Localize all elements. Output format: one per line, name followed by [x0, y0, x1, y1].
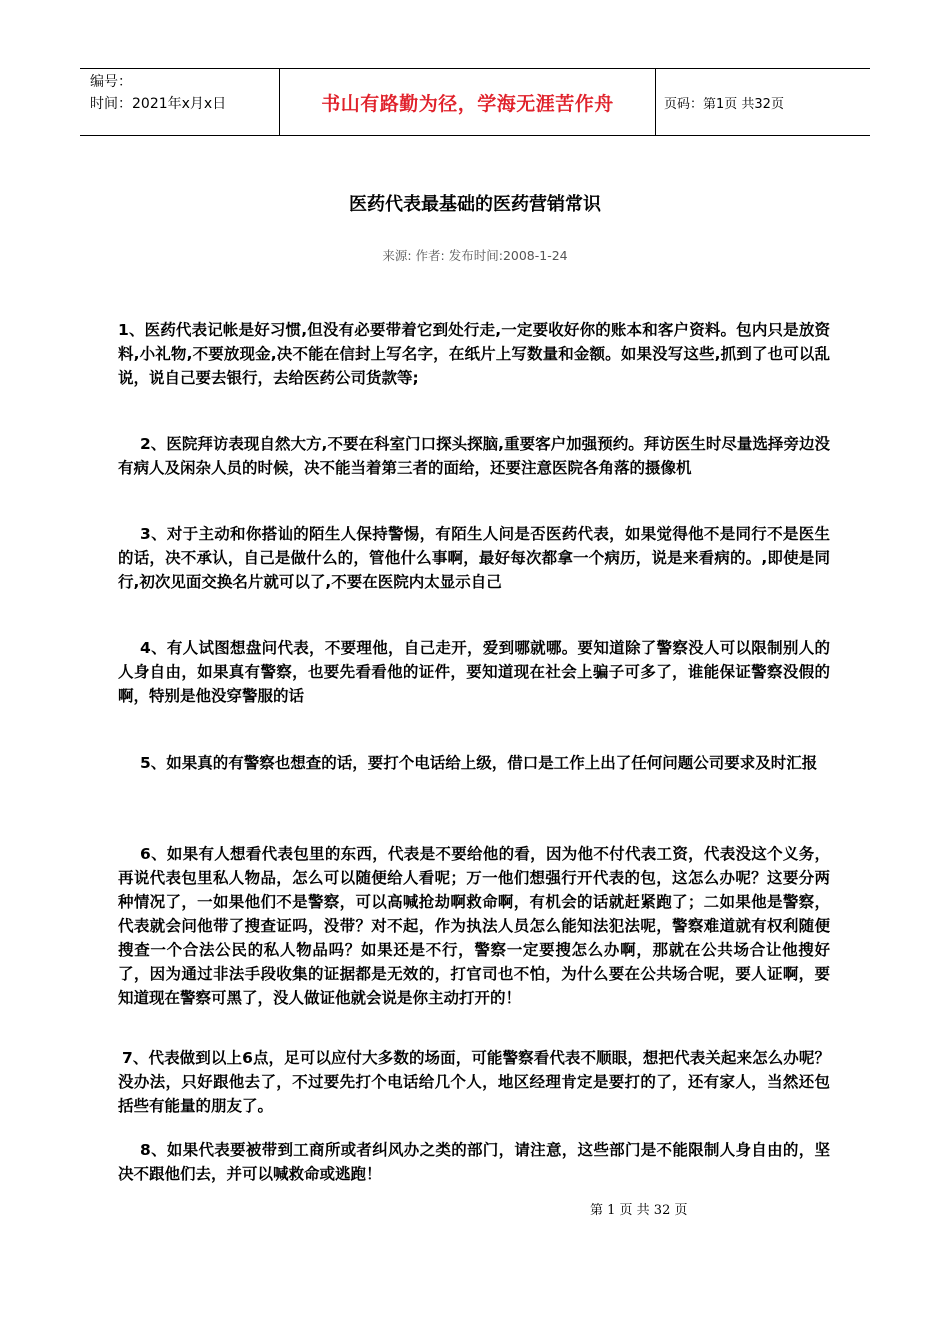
paragraph-6: 6、如果有人想看代表包里的东西，代表是不要给他的看，因为他不付代表工资，代表没这个义务，再说代表包里私人物品，怎么可以随便给人看呢；万一他们想强行开代表的包，这怎么办呢？这要分两种情况了，一如果他们不是警察，可以高喊抢劫啊救命啊，有机会的话就赶紧跑了；二如果他是警察，代表就会问他带了搜查证吗，没带？对不起，作为执法人员怎么能知法犯法呢，警察难道就有权利随便搜查一个合法公民的私人物品吗？如果还是不行，警察一定要搜怎么办啊，那就在公共场合让他搜好了，因为通过非法手段收集的证据都是无效的，打官司也不怕，为什么要在公共场合呢，要人证啊，要知道现在警察可黑了，没人做证他就会说是你主动打开的！	[118, 845, 830, 1007]
paragraph-1: 1、医药代表记帐是好习惯,但没有必要带着它到处行走,一定要收好你的账本和客户资料。包内只是放资料,小礼物,不要放现金,决不能在信封上写名字，在纸片上写数量和金额。如果没写这些,抓到了也可以乱说，说自己要去银行，去给医药公司货款等;	[118, 321, 830, 387]
header-motto: 书山有路勤为径，学海无涯苦作舟	[280, 69, 656, 135]
document-number-label: 编号：	[90, 74, 132, 90]
paragraph-2: 2、医院拜访表现自然大方,不要在科室门口探头探脑,重要客户加强预约。拜访医生时尽量选择旁边没有病人及闲杂人员的时候，决不能当着第三者的面给，还要注意医院各角落的摄像机	[118, 435, 830, 477]
paragraph-7: 7、代表做到以上6点，足可以应付大多数的场面，可能警察看代表不顺眼，想把代表关起来怎么办呢？没办法，只好跟他去了，不过要先打个电话给几个人，地区经理肯定是要打的了，还有家人，当然还包括些有能量的朋友了。	[118, 1049, 830, 1115]
document-time-label: 时间：2021年x月x日	[90, 96, 227, 112]
page-footer: 第 1 页 共 32 页	[590, 1203, 688, 1218]
paragraph-3: 3、对于主动和你搭讪的陌生人保持警惕，有陌生人问是否医药代表，如果觉得他不是同行不是医生的话，决不承认，自己是做什么的，管他什么事啊，最好每次都拿一个病历，说是来看病的。,即使是同行,初次见面交换名片就可以了,不要在医院内太显示自己	[118, 525, 830, 591]
header-info-cell	[80, 69, 280, 135]
document-title: 医药代表最基础的医药营销常识	[349, 194, 601, 215]
paragraph-8: 8、如果代表要被带到工商所或者纠风办之类的部门，请注意，这些部门是不能限制人身自由的，坚决不跟他们去，并可以喊救命或逃跑！	[118, 1141, 830, 1183]
document-meta: 来源: 作者: 发布时间:2008-1-24	[382, 248, 568, 263]
header-page-info: 页码：第1页 共32页	[664, 96, 784, 112]
paragraph-5: 5、如果真的有警察也想查的话，要打个电话给上级，借口是工作上出了任何问题公司要求及时汇报	[140, 754, 818, 772]
paragraph-4: 4、有人试图想盘问代表，不要理他，自己走开，爱到哪就哪。要知道除了警察没人可以限制别人的人身自由，如果真有警察，也要先看看他的证件，要知道现在社会上骗子可多了，谁能保证警察没假的啊，特别是他没穿警服的话	[118, 639, 830, 705]
page-header	[80, 68, 870, 136]
